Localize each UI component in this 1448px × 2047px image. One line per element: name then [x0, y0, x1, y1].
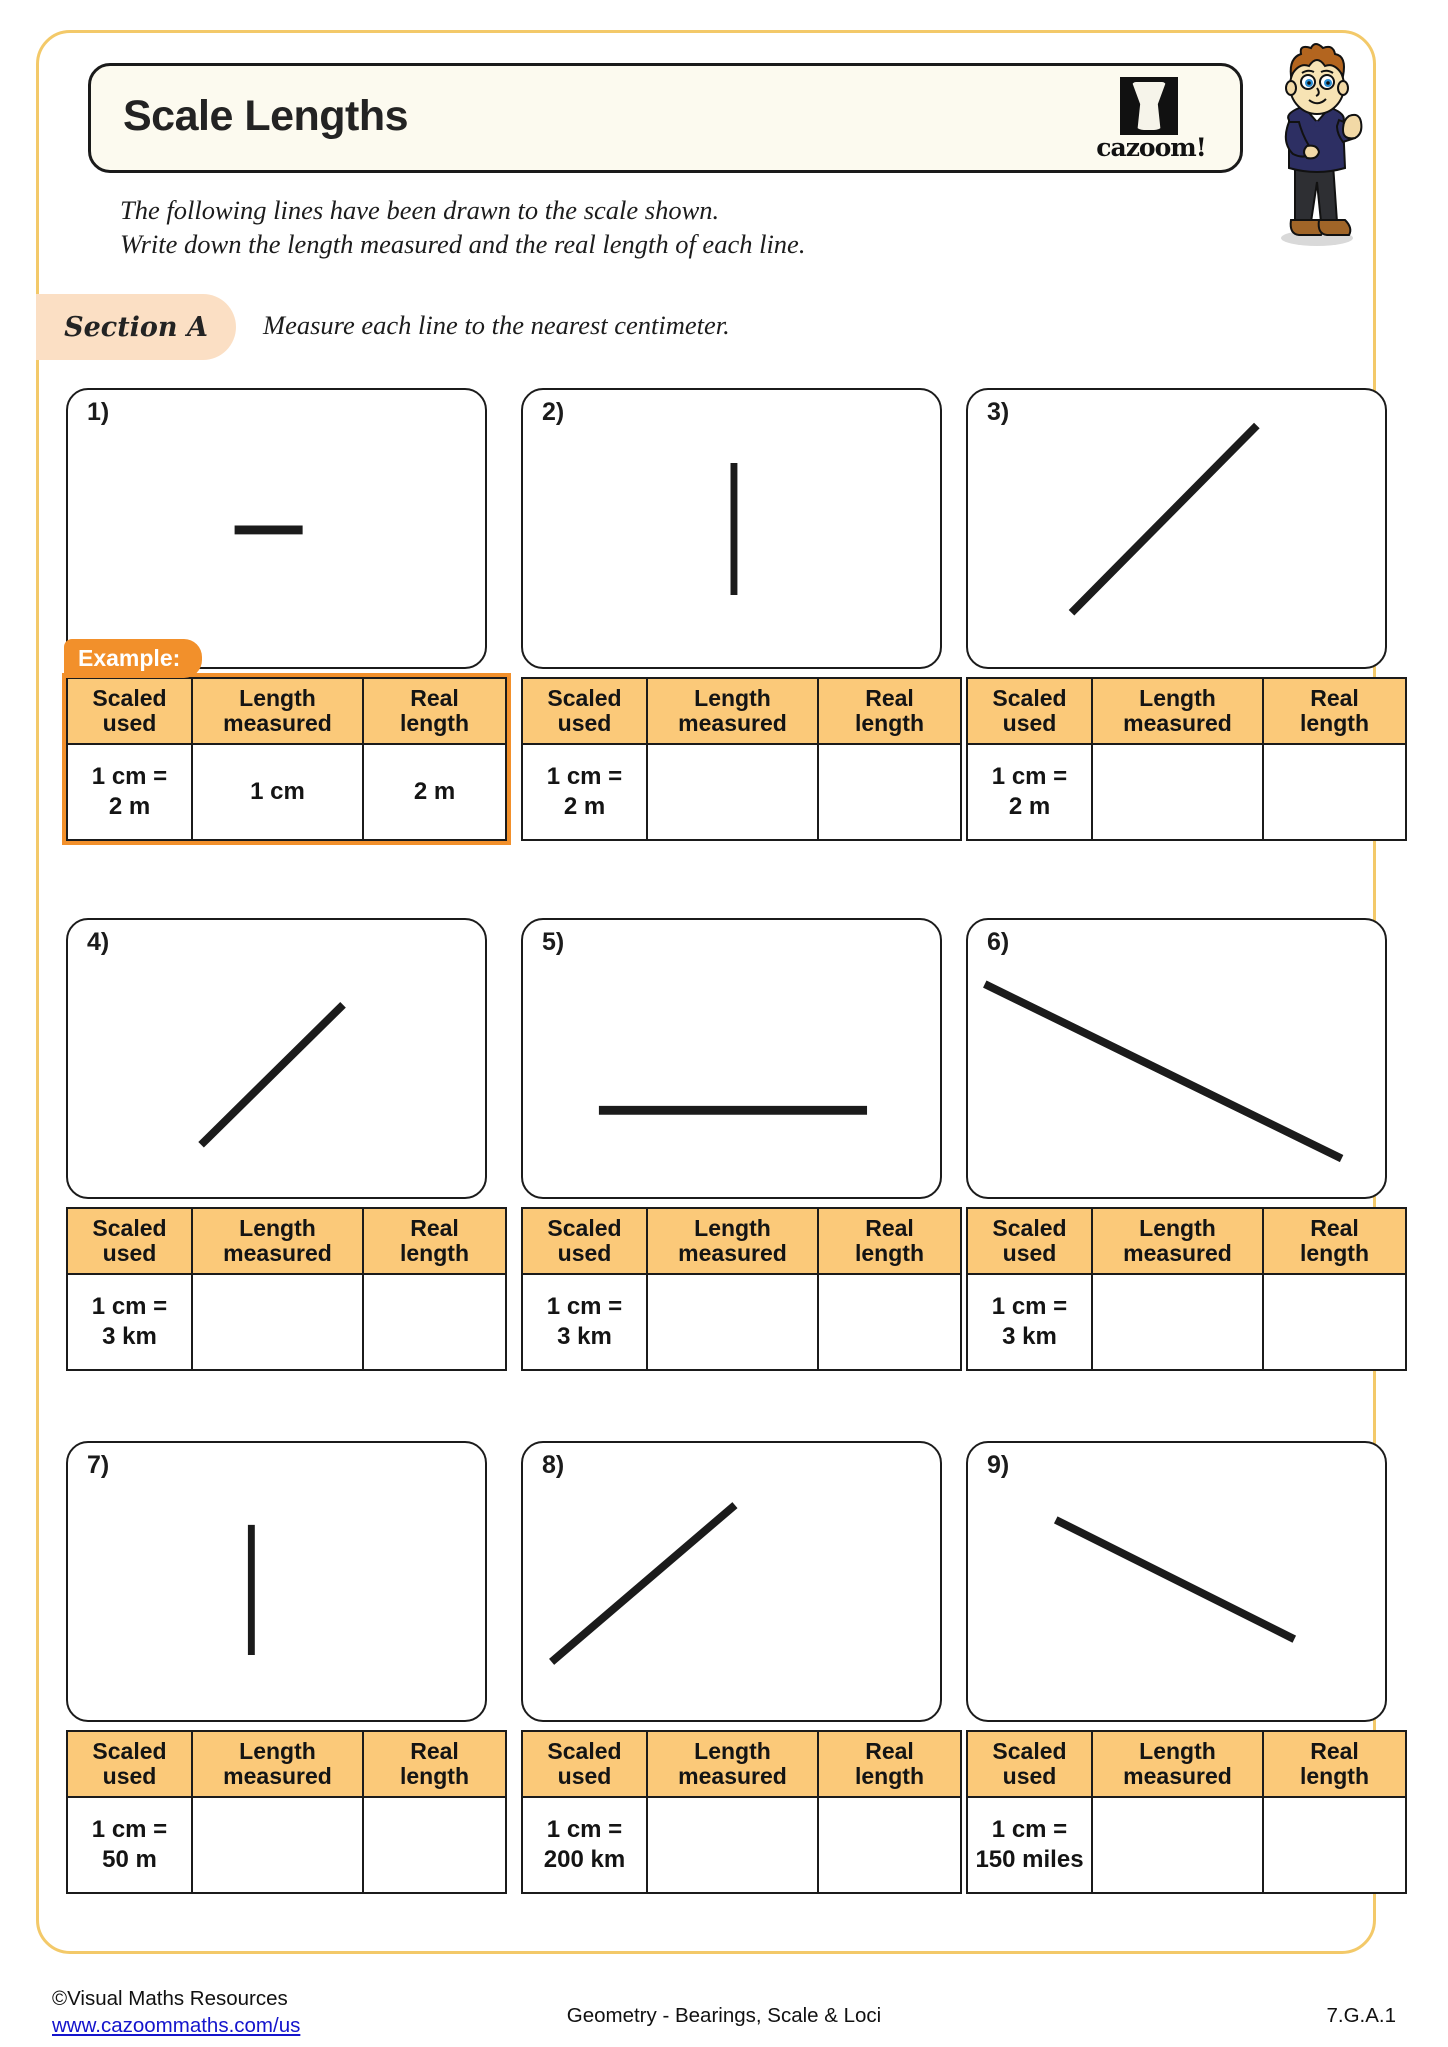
header-scaled-used: Scaled used	[522, 1208, 647, 1274]
table-header-row	[967, 1208, 1406, 1274]
footer-topic: Geometry - Bearings, Scale & Loci	[566, 2004, 882, 2027]
shallow-diagonal-down-line	[968, 1443, 1385, 1720]
header-length-measured: Length measured	[192, 1731, 363, 1797]
header-real-length: Real length	[818, 1731, 961, 1797]
answer-table-9	[966, 1730, 1407, 1894]
steep-diagonal-up-line	[68, 920, 485, 1197]
instruction-line-2: Write down the length measured and the real length of each line.	[120, 229, 806, 259]
header-scaled-used: Scaled used	[522, 678, 647, 744]
table-header-row	[67, 1208, 506, 1274]
header-scaled-used: Scaled used	[67, 1208, 192, 1274]
header-length-measured: Length measured	[1092, 1731, 1263, 1797]
cell-real-length-2[interactable]	[818, 744, 961, 840]
header-length-measured: Length measured	[1092, 1208, 1263, 1274]
line-diagram-1	[66, 388, 487, 669]
question-number-3: 3)	[987, 398, 1010, 426]
header-scaled-used: Scaled used	[67, 678, 192, 744]
website-link[interactable]: www.cazoommaths.com/us	[52, 2014, 301, 2037]
section-a-instruction: Measure each line to the nearest centimeter.	[263, 310, 730, 340]
header-real-length: Real length	[363, 678, 506, 744]
header-scaled-used: Scaled used	[967, 678, 1092, 744]
cell-length-measured-4[interactable]	[192, 1274, 363, 1370]
cell-scale-2: 1 cm = 2 m	[522, 744, 647, 840]
cell-length-measured-1[interactable]: 1 cm	[192, 744, 363, 840]
table-header-row	[967, 678, 1406, 744]
question-number-4: 4)	[87, 928, 110, 956]
header-scaled-used: Scaled used	[67, 1731, 192, 1797]
cell-length-measured-8[interactable]	[647, 1797, 818, 1893]
cell-real-length-3[interactable]	[1263, 744, 1406, 840]
header-length-measured: Length measured	[1092, 678, 1263, 744]
header-real-length: Real length	[363, 1208, 506, 1274]
table-row	[967, 744, 1406, 840]
question-number-9: 9)	[987, 1451, 1010, 1479]
line-diagram-4	[66, 918, 487, 1199]
cell-length-measured-3[interactable]	[1092, 744, 1263, 840]
line-diagram-2	[521, 388, 942, 669]
table-header-row	[522, 1208, 961, 1274]
answer-table-6	[966, 1207, 1407, 1371]
cell-length-measured-5[interactable]	[647, 1274, 818, 1370]
answer-table-2	[521, 677, 962, 841]
table-row	[522, 1797, 961, 1893]
cell-scale-5: 1 cm = 3 km	[522, 1274, 647, 1370]
question-number-6: 6)	[987, 928, 1010, 956]
header-real-length: Real length	[1263, 1208, 1406, 1274]
table-row	[522, 1274, 961, 1370]
answer-table-8	[521, 1730, 962, 1894]
instruction-line-1: The following lines have been drawn to the scale shown.	[120, 195, 720, 225]
shallow-diagonal-down-line	[968, 920, 1385, 1197]
cell-scale-8: 1 cm = 200 km	[522, 1797, 647, 1893]
line-diagram-9	[966, 1441, 1387, 1722]
section-a-label: Section A	[64, 311, 208, 343]
question-number-7: 7)	[87, 1451, 110, 1479]
cell-scale-1: 1 cm = 2 m	[67, 744, 192, 840]
header-real-length: Real length	[818, 678, 961, 744]
table-header-row	[522, 678, 961, 744]
example-tag: Example:	[64, 639, 202, 678]
cell-real-length-1[interactable]: 2 m	[363, 744, 506, 840]
diagonal-up-line	[968, 390, 1385, 667]
page-title: Scale Lengths	[123, 92, 409, 140]
answer-table-1	[66, 677, 507, 841]
cell-scale-9: 1 cm = 150 miles	[967, 1797, 1092, 1893]
line-diagram-5	[521, 918, 942, 1199]
cazoom-logo-wordmark: cazoom!	[1096, 133, 1206, 162]
question-number-2: 2)	[542, 398, 565, 426]
copyright-text: ©Visual Maths Resources	[52, 1987, 288, 2010]
header-length-measured: Length measured	[647, 678, 818, 744]
cell-scale-3: 1 cm = 2 m	[967, 744, 1092, 840]
vertical-line	[68, 1443, 485, 1720]
header-scaled-used: Scaled used	[967, 1208, 1092, 1274]
question-number-8: 8)	[542, 1451, 565, 1479]
answer-table-3	[966, 677, 1407, 841]
line-diagram-6	[966, 918, 1387, 1199]
table-row	[967, 1797, 1406, 1893]
question-number-1: 1)	[87, 398, 110, 426]
cell-length-measured-6[interactable]	[1092, 1274, 1263, 1370]
cell-real-length-5[interactable]	[818, 1274, 961, 1370]
header-real-length: Real length	[363, 1731, 506, 1797]
table-row	[522, 744, 961, 840]
cell-real-length-4[interactable]	[363, 1274, 506, 1370]
table-header-row	[522, 1731, 961, 1797]
table-header-row	[67, 1731, 506, 1797]
cell-length-measured-9[interactable]	[1092, 1797, 1263, 1893]
answer-table-7	[66, 1730, 507, 1894]
cell-length-measured-7[interactable]	[192, 1797, 363, 1893]
cell-scale-4: 1 cm = 3 km	[67, 1274, 192, 1370]
header-length-measured: Length measured	[192, 678, 363, 744]
cell-scale-6: 1 cm = 3 km	[967, 1274, 1092, 1370]
line-diagram-3	[966, 388, 1387, 669]
diagonal-up-line	[523, 1443, 940, 1720]
header-scaled-used: Scaled used	[522, 1731, 647, 1797]
table-row	[67, 744, 506, 840]
header-length-measured: Length measured	[647, 1208, 818, 1274]
header-real-length: Real length	[1263, 678, 1406, 744]
table-header-row	[967, 1731, 1406, 1797]
header-real-length: Real length	[1263, 1731, 1406, 1797]
line-diagram-8	[521, 1441, 942, 1722]
short-horizontal-line	[68, 390, 485, 667]
header-length-measured: Length measured	[647, 1731, 818, 1797]
table-row	[67, 1797, 506, 1893]
line-diagram-7	[66, 1441, 487, 1722]
vertical-line	[523, 390, 940, 667]
cell-real-length-6[interactable]	[1263, 1274, 1406, 1370]
cell-scale-7: 1 cm = 50 m	[67, 1797, 192, 1893]
cell-real-length-8[interactable]	[818, 1797, 961, 1893]
header-scaled-used: Scaled used	[967, 1731, 1092, 1797]
table-header-row	[67, 678, 506, 744]
answer-table-4	[66, 1207, 507, 1371]
cell-length-measured-2[interactable]	[647, 744, 818, 840]
question-number-5: 5)	[542, 928, 565, 956]
table-row	[67, 1274, 506, 1370]
cell-real-length-7[interactable]	[363, 1797, 506, 1893]
long-horizontal-line	[523, 920, 940, 1197]
header-length-measured: Length measured	[192, 1208, 363, 1274]
cell-real-length-9[interactable]	[1263, 1797, 1406, 1893]
footer-standard-code: 7.G.A.1	[1326, 2004, 1396, 2027]
header-real-length: Real length	[818, 1208, 961, 1274]
table-row	[967, 1274, 1406, 1370]
answer-table-5	[521, 1207, 962, 1371]
